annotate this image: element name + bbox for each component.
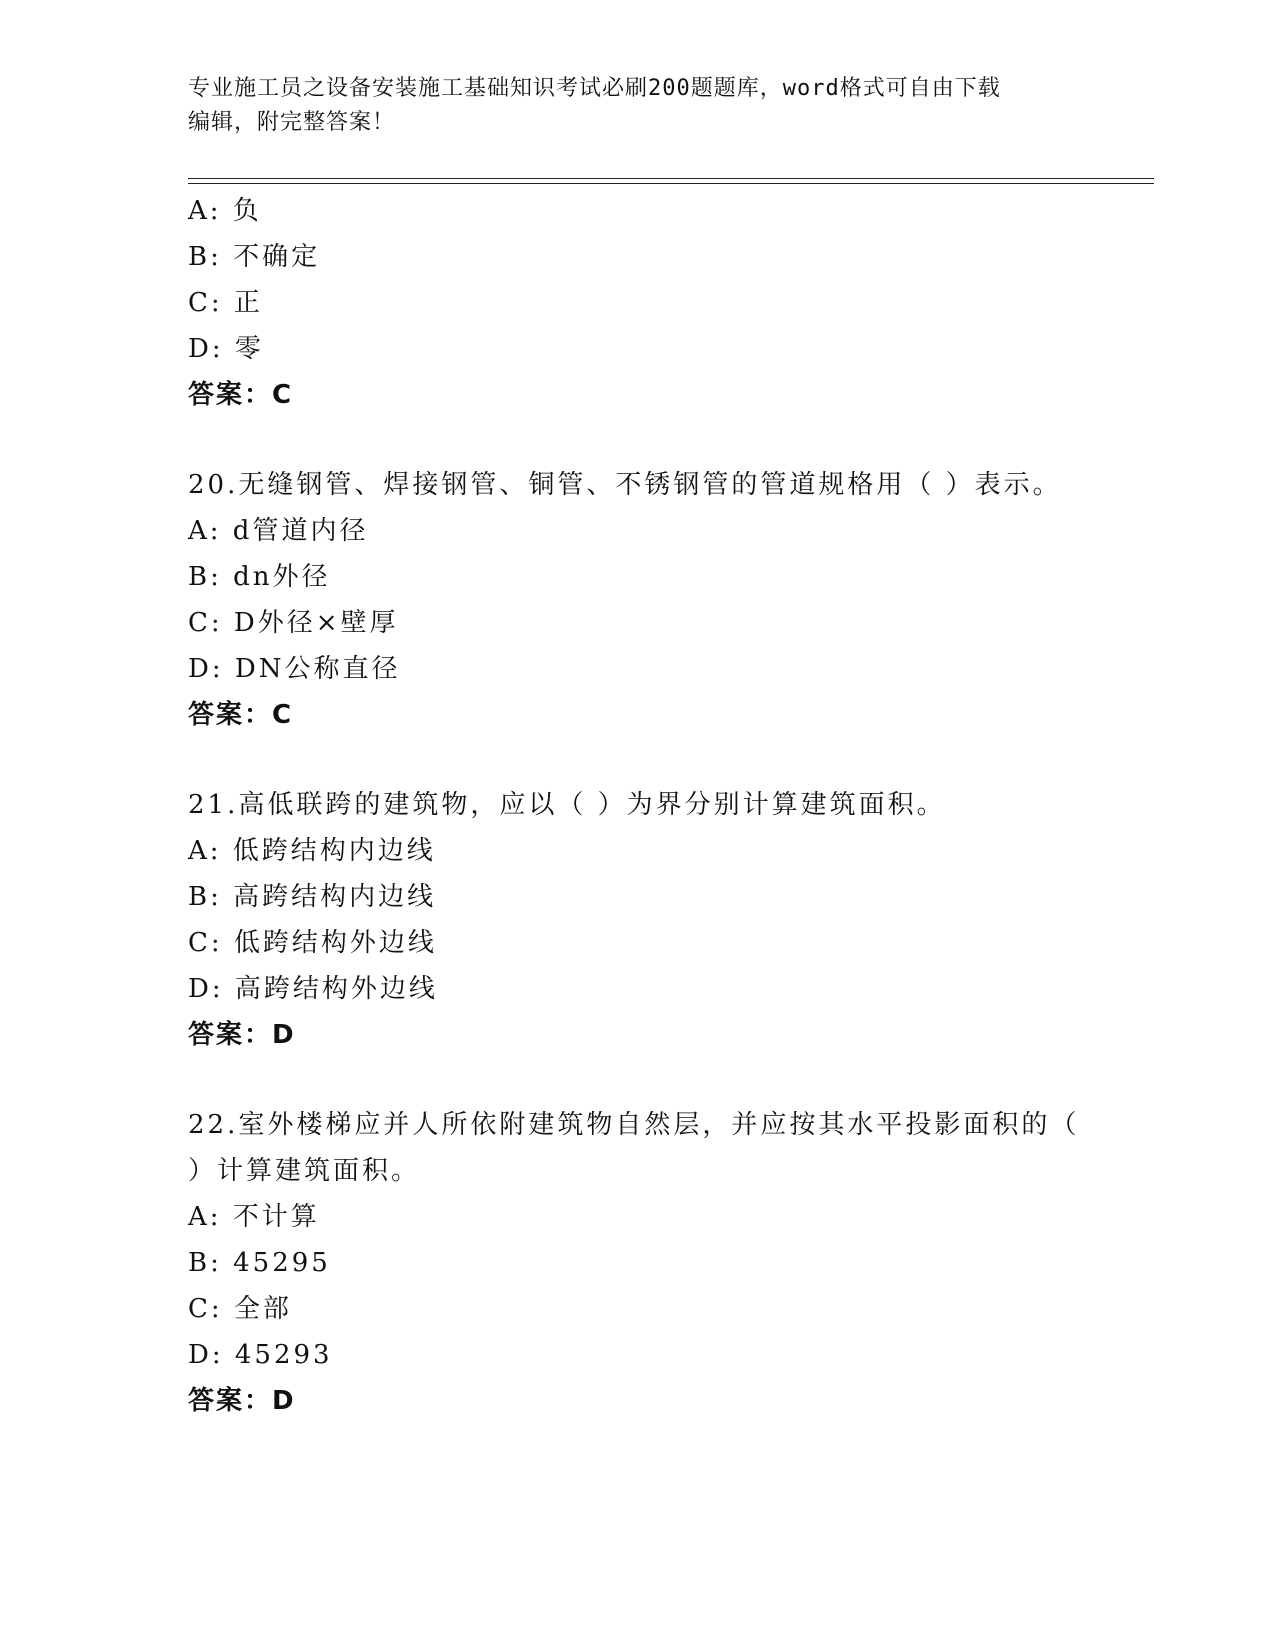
document-header [188,72,1088,140]
option-a: A: 不计算 [188,1202,320,1232]
question-20 [188,462,1148,738]
header-title-line-1: 专业施工员之设备安装施工基础知识考试必刷200题题库，word格式可自由下载 [188,76,1001,101]
option-d: D: 高跨结构外边线 [188,974,438,1004]
answer-line: 答案：D [188,1020,296,1050]
option-b: B: 45295 [188,1248,331,1278]
question-21 [188,782,1148,1058]
option-b: B: dn外径 [188,562,331,592]
option-b: B: 高跨结构内边线 [188,882,437,912]
option-c: C: 正 [188,288,263,318]
header-title-line-2: 编辑，附完整答案！ [188,110,396,135]
option-a: A: 低跨结构内边线 [188,836,436,866]
question-spacer [188,1058,1148,1102]
option-c: C: 低跨结构外边线 [188,928,437,958]
question-19 [188,188,1148,418]
header-divider-bottom [188,183,1154,184]
question-stem: 21.高低联跨的建筑物，应以（ ）为界分别计算建筑面积。 [188,790,946,820]
question-list [188,188,1148,1424]
option-c: C: D外径×壁厚 [188,608,399,638]
option-c: C: 全部 [188,1294,292,1324]
answer-line: 答案：C [188,380,294,410]
option-d: D: 零 [188,334,264,364]
question-stem-line-1: 22.室外楼梯应并人所依附建筑物自然层，并应按其水平投影面积的（ [188,1110,1080,1140]
option-a: A: d管道内径 [188,516,369,546]
question-stem: 20.无缝钢管、焊接钢管、铜管、不锈钢管的管道规格用（ ）表示。 [188,470,1062,500]
question-spacer [188,738,1148,782]
option-a: A: 负 [188,196,262,226]
answer-line: 答案：D [188,1386,296,1416]
option-d: D: 45293 [188,1340,333,1370]
answer-line: 答案：C [188,700,294,730]
question-stem-line-2: ）计算建筑面积。 [188,1156,421,1186]
header-divider-top [188,178,1154,179]
question-22 [188,1102,1148,1424]
question-spacer [188,418,1148,462]
option-b: B: 不确定 [188,242,321,272]
option-d: D: DN公称直径 [188,654,401,684]
